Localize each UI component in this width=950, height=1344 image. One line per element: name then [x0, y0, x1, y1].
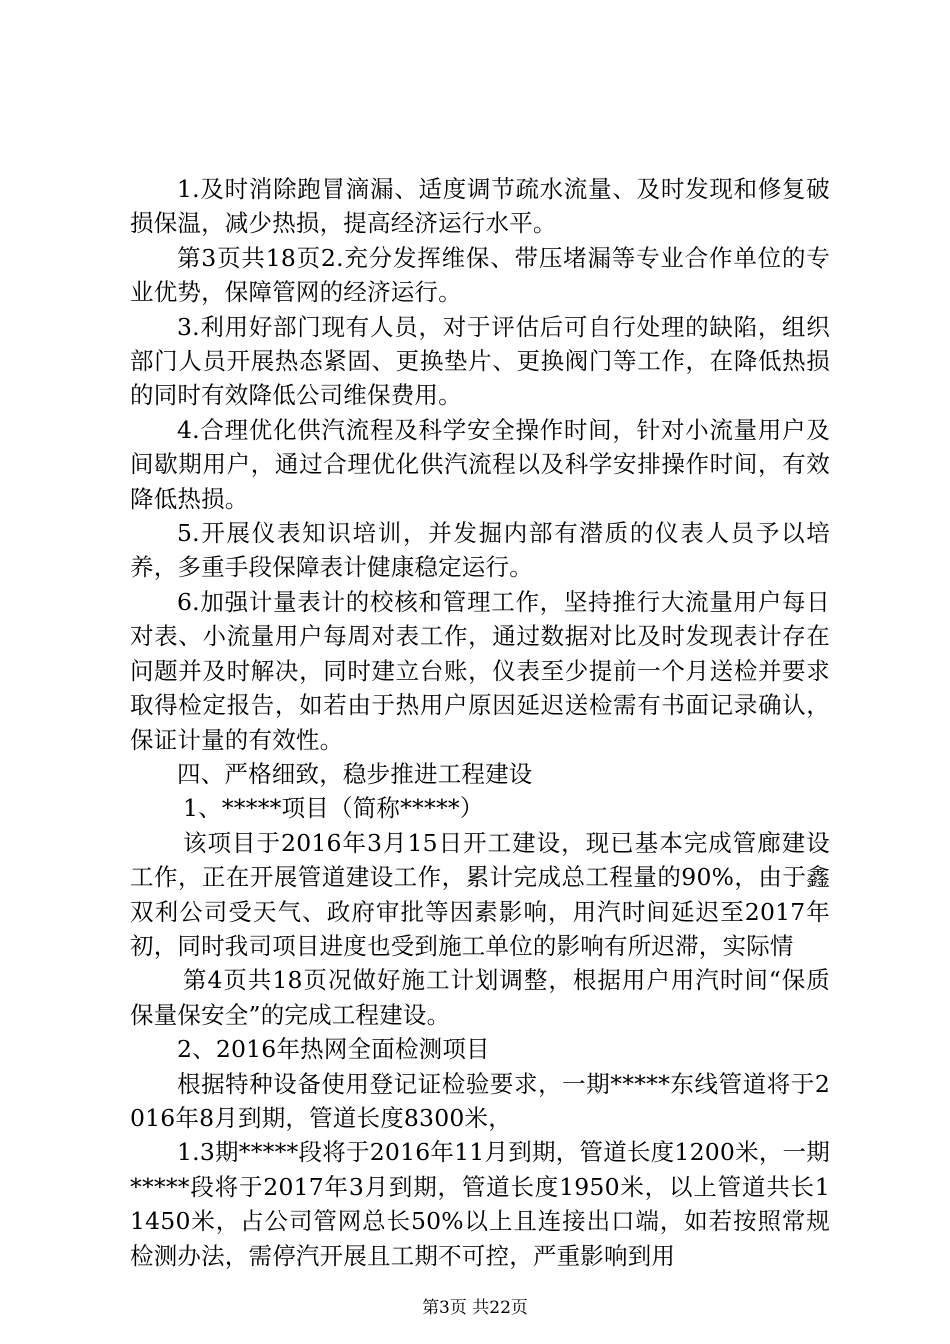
subsection-heading-2: 2、2016年热网全面检测项目 — [177, 1035, 490, 1064]
paragraph-8: 第4页共18页况做好施工计划调整，根据用户用汽时间“保质保量保安全”的完成工程建设。 — [130, 966, 830, 1029]
paragraph-5: 5.开展仪表知识培训，并发掘内部有潜质的仪表人员予以培养，多重手段保障表计健康稳定运行。 — [130, 519, 830, 582]
paragraph-7: 该项目于2016年3月15日开工建设，现已基本完成管廊建设工作，正在开展管道建设工作，累计完成总工程量的90%，由于鑫双利公司受天气、政府审批等因素影响，用汽时间延迟至2017年初，同时我司项目进度也受到施工单位的影响有所迟滞，实际情 — [130, 828, 830, 960]
subsection-heading-1: 1、*****项目（简称*****） — [183, 794, 484, 823]
document-body — [130, 172, 830, 1273]
paragraph-4: 4.合理优化供汽流程及科学安全操作时间，针对小流量用户及间歇期用户，通过合理优化供汽流程以及科学安排操作时间，有效降低热损。 — [130, 415, 830, 513]
paragraph-3: 3.利用好部门现有人员，对于评估后可自行处理的缺陷，组织部门人员开展热态紧固、更换垫片、更换阀门等工作，在降低热损的同时有效降低公司维保费用。 — [130, 312, 830, 410]
paragraph-10: 1.3期*****段将于2016年11月到期，管道长度1200米，一期*****段将于2017年3月到期，管道长度1950米，以上管道共长11450米，占公司管网总长50%以上且连接出口端，如若按照常规检测办法，需停汽开展且工期不可控，严重影响到用 — [130, 1138, 830, 1270]
page-footer: 第3页 共22页 — [422, 1298, 528, 1318]
paragraph-2: 第3页共18页2.充分发挥维保、带压堵漏等专业合作单位的专业优势，保障管网的经济运行。 — [130, 243, 830, 307]
paragraph-6: 6.加强计量表计的校核和管理工作，坚持推行大流量用户每日对表、小流量用户每周对表工作，通过数据对比及时发现表计存在问题并及时解决，同时建立台账，仪表至少提前一个月送检并要求取得检定报告，如若由于热用户原因延迟送检需有书面记录确认，保证计量的有效性。 — [130, 587, 830, 754]
paragraph-1: 1.及时消除跑冒滴漏、适度调节疏水流量、及时发现和修复破损保温，减少热损，提高经济运行水平。 — [130, 175, 830, 238]
paragraph-9: 根据特种设备使用登记证检验要求，一期*****东线管道将于2016年8月到期，管道长度8300米， — [130, 1069, 830, 1132]
section-heading: 四、严格细致，稳步推进工程建设 — [177, 759, 533, 788]
